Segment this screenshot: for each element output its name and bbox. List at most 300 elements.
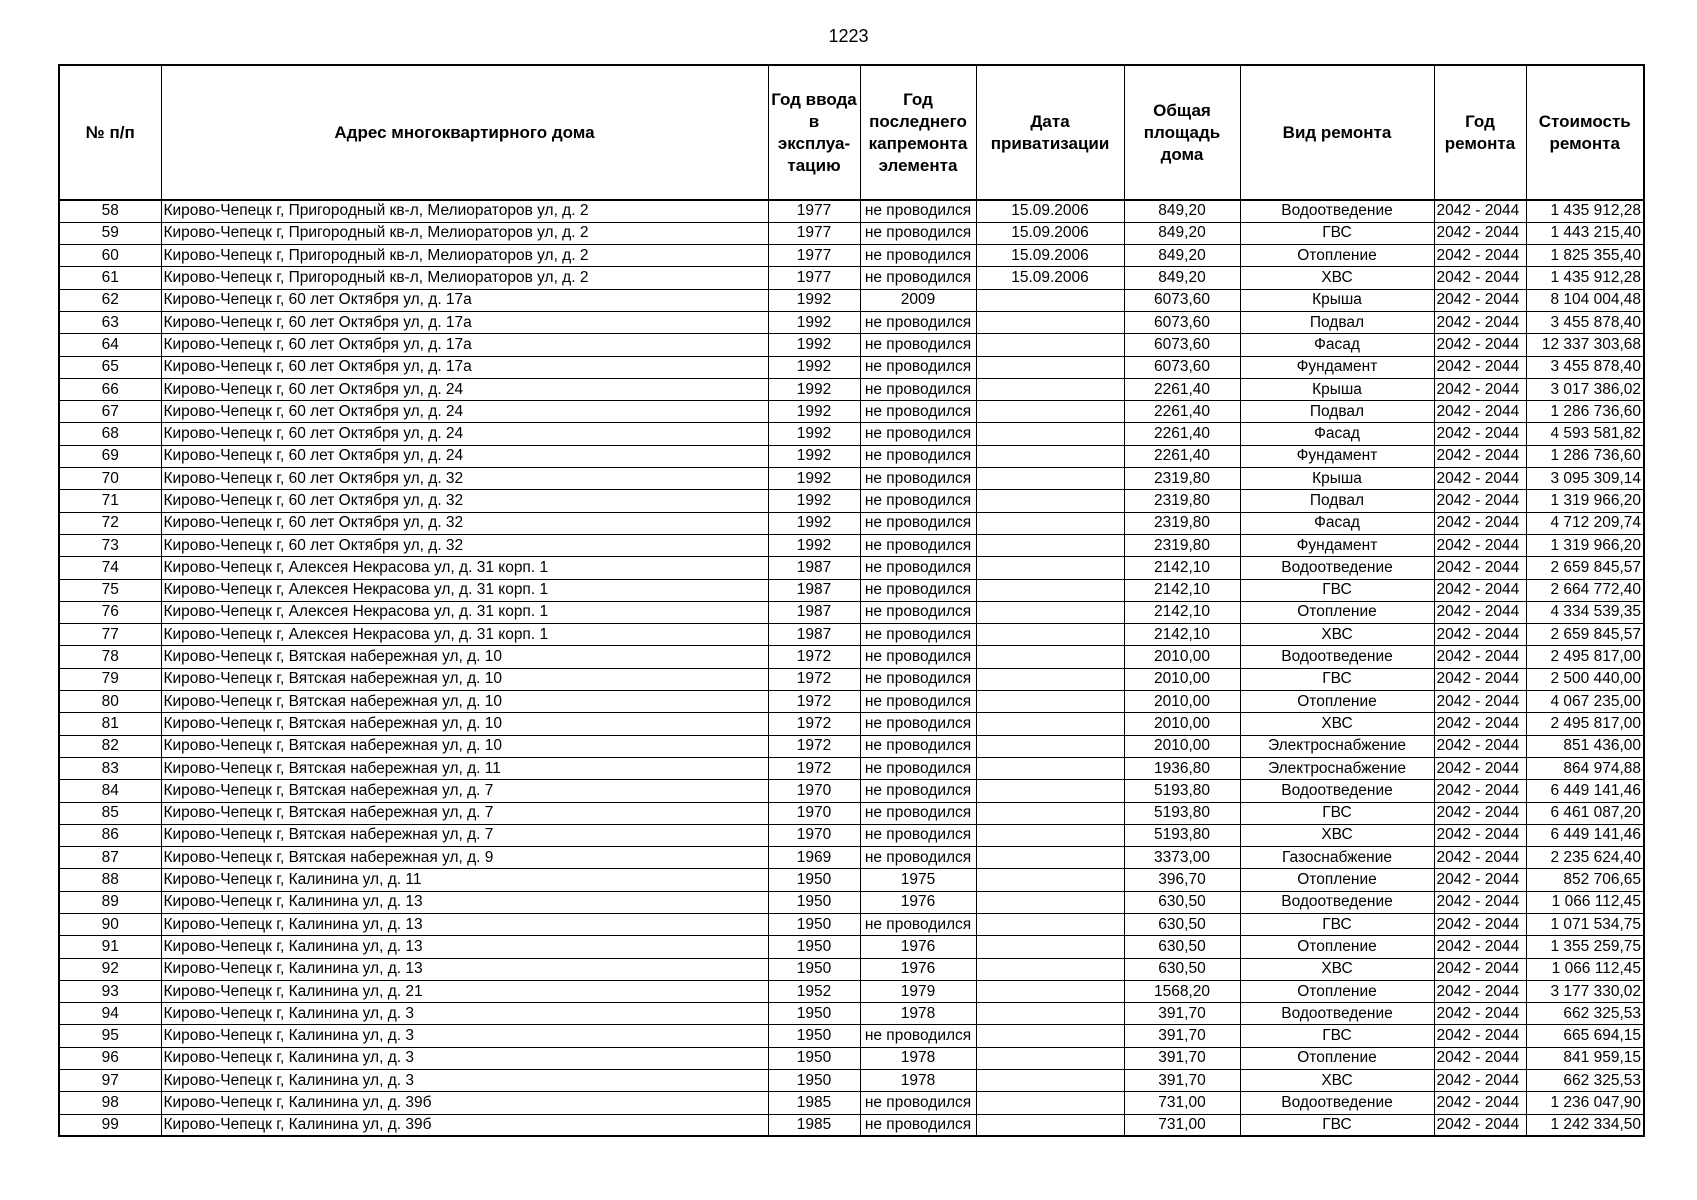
cell-last-repair: не проводился bbox=[860, 267, 976, 289]
cell-address: Кирово-Чепецк г, Вятская набережная ул, д. 10 bbox=[161, 691, 768, 713]
cell-last-repair: 1978 bbox=[860, 1070, 976, 1092]
cell-cost: 8 104 004,48 bbox=[1526, 289, 1644, 311]
cell-address: Кирово-Чепецк г, 60 лет Октября ул, д. 24 bbox=[161, 378, 768, 400]
table-row bbox=[59, 646, 1644, 668]
cell-address: Кирово-Чепецк г, Пригородный кв-л, Мелиораторов ул, д. 2 bbox=[161, 222, 768, 244]
cell-privatization bbox=[976, 624, 1124, 646]
cell-cost: 1 066 112,45 bbox=[1526, 891, 1644, 913]
cell-last-repair: не проводился bbox=[860, 780, 976, 802]
cell-year-built: 1950 bbox=[768, 1025, 860, 1047]
cell-area: 849,20 bbox=[1124, 245, 1240, 267]
cell-year-built: 1992 bbox=[768, 289, 860, 311]
cell-cost: 6 449 141,46 bbox=[1526, 824, 1644, 846]
cell-repair-type: ХВС bbox=[1240, 958, 1434, 980]
cell-last-repair: не проводился bbox=[860, 624, 976, 646]
cell-repair-year: 2042 - 2044 bbox=[1434, 757, 1526, 779]
cell-num: 88 bbox=[59, 869, 161, 891]
cell-address: Кирово-Чепецк г, 60 лет Октября ул, д. 24 bbox=[161, 445, 768, 467]
cell-area: 5193,80 bbox=[1124, 824, 1240, 846]
cell-repair-year: 2042 - 2044 bbox=[1434, 847, 1526, 869]
cell-year-built: 1950 bbox=[768, 1070, 860, 1092]
cell-year-built: 1992 bbox=[768, 534, 860, 556]
cell-repair-type: Водоотведение bbox=[1240, 1092, 1434, 1114]
cell-last-repair: 1976 bbox=[860, 936, 976, 958]
cell-area: 2142,10 bbox=[1124, 624, 1240, 646]
cell-privatization bbox=[976, 757, 1124, 779]
cell-num: 99 bbox=[59, 1114, 161, 1136]
cell-privatization bbox=[976, 869, 1124, 891]
cell-cost: 3 177 330,02 bbox=[1526, 980, 1644, 1002]
cell-last-repair: не проводился bbox=[860, 691, 976, 713]
cell-address: Кирово-Чепецк г, Калинина ул, д. 3 bbox=[161, 1070, 768, 1092]
table-row bbox=[59, 423, 1644, 445]
cell-repair-year: 2042 - 2044 bbox=[1434, 378, 1526, 400]
cell-address: Кирово-Чепецк г, Вятская набережная ул, д. 9 bbox=[161, 847, 768, 869]
cell-repair-year: 2042 - 2044 bbox=[1434, 512, 1526, 534]
cell-area: 6073,60 bbox=[1124, 311, 1240, 333]
cell-repair-type: ХВС bbox=[1240, 267, 1434, 289]
cell-year-built: 1992 bbox=[768, 490, 860, 512]
cell-num: 81 bbox=[59, 713, 161, 735]
cell-privatization bbox=[976, 668, 1124, 690]
cell-repair-year: 2042 - 2044 bbox=[1434, 200, 1526, 222]
cell-num: 97 bbox=[59, 1070, 161, 1092]
cell-repair-type: ХВС bbox=[1240, 824, 1434, 846]
cell-repair-year: 2042 - 2044 bbox=[1434, 245, 1526, 267]
cell-last-repair: не проводился bbox=[860, 668, 976, 690]
table-row bbox=[59, 534, 1644, 556]
cell-address: Кирово-Чепецк г, 60 лет Октября ул, д. 17а bbox=[161, 311, 768, 333]
cell-year-built: 1950 bbox=[768, 891, 860, 913]
header-area: Общая площадь дома bbox=[1124, 65, 1240, 200]
cell-last-repair: 1975 bbox=[860, 869, 976, 891]
cell-year-built: 1987 bbox=[768, 557, 860, 579]
cell-repair-type: ХВС bbox=[1240, 624, 1434, 646]
cell-num: 79 bbox=[59, 668, 161, 690]
cell-year-built: 1992 bbox=[768, 423, 860, 445]
cell-year-built: 1969 bbox=[768, 847, 860, 869]
table-row bbox=[59, 980, 1644, 1002]
cell-repair-type: Фасад bbox=[1240, 512, 1434, 534]
cell-year-built: 1950 bbox=[768, 958, 860, 980]
cell-num: 98 bbox=[59, 1092, 161, 1114]
table-row bbox=[59, 668, 1644, 690]
cell-num: 75 bbox=[59, 579, 161, 601]
cell-num: 77 bbox=[59, 624, 161, 646]
cell-area: 6073,60 bbox=[1124, 334, 1240, 356]
cell-address: Кирово-Чепецк г, Калинина ул, д. 3 bbox=[161, 1003, 768, 1025]
cell-privatization bbox=[976, 356, 1124, 378]
header-cost: Стоимость ремонта bbox=[1526, 65, 1644, 200]
cell-privatization bbox=[976, 824, 1124, 846]
cell-num: 78 bbox=[59, 646, 161, 668]
cell-repair-type: Отопление bbox=[1240, 601, 1434, 623]
cell-repair-year: 2042 - 2044 bbox=[1434, 423, 1526, 445]
cell-cost: 12 337 303,68 bbox=[1526, 334, 1644, 356]
cell-privatization bbox=[976, 735, 1124, 757]
cell-last-repair: не проводился bbox=[860, 490, 976, 512]
cell-year-built: 1977 bbox=[768, 267, 860, 289]
cell-year-built: 1950 bbox=[768, 936, 860, 958]
cell-year-built: 1950 bbox=[768, 869, 860, 891]
cell-num: 63 bbox=[59, 311, 161, 333]
cell-last-repair: не проводился bbox=[860, 847, 976, 869]
page-number: 1223 bbox=[828, 26, 869, 46]
cell-address: Кирово-Чепецк г, 60 лет Октября ул, д. 32 bbox=[161, 534, 768, 556]
cell-cost: 1 066 112,45 bbox=[1526, 958, 1644, 980]
cell-privatization bbox=[976, 891, 1124, 913]
cell-cost: 1 286 736,60 bbox=[1526, 401, 1644, 423]
cell-last-repair: 1976 bbox=[860, 958, 976, 980]
cell-area: 2319,80 bbox=[1124, 490, 1240, 512]
cell-repair-type: ГВС bbox=[1240, 668, 1434, 690]
cell-area: 2261,40 bbox=[1124, 445, 1240, 467]
cell-cost: 1 355 259,75 bbox=[1526, 936, 1644, 958]
cell-last-repair: не проводился bbox=[860, 468, 976, 490]
cell-num: 96 bbox=[59, 1047, 161, 1069]
cell-last-repair: не проводился bbox=[860, 534, 976, 556]
cell-cost: 2 500 440,00 bbox=[1526, 668, 1644, 690]
table-row bbox=[59, 1092, 1644, 1114]
cell-num: 87 bbox=[59, 847, 161, 869]
cell-area: 6073,60 bbox=[1124, 289, 1240, 311]
cell-area: 2261,40 bbox=[1124, 423, 1240, 445]
cell-area: 5193,80 bbox=[1124, 780, 1240, 802]
cell-num: 86 bbox=[59, 824, 161, 846]
table-row bbox=[59, 735, 1644, 757]
cell-cost: 6 461 087,20 bbox=[1526, 802, 1644, 824]
cell-area: 2319,80 bbox=[1124, 534, 1240, 556]
cell-area: 1568,20 bbox=[1124, 980, 1240, 1002]
table-row bbox=[59, 1114, 1644, 1136]
cell-repair-type: Крыша bbox=[1240, 468, 1434, 490]
cell-cost: 662 325,53 bbox=[1526, 1070, 1644, 1092]
cell-last-repair: не проводился bbox=[860, 423, 976, 445]
cell-area: 2261,40 bbox=[1124, 378, 1240, 400]
cell-last-repair: не проводился bbox=[860, 735, 976, 757]
header-repair-year: Год ремонта bbox=[1434, 65, 1526, 200]
cell-address: Кирово-Чепецк г, Калинина ул, д. 11 bbox=[161, 869, 768, 891]
cell-cost: 1 435 912,28 bbox=[1526, 267, 1644, 289]
cell-last-repair: не проводился bbox=[860, 824, 976, 846]
cell-privatization bbox=[976, 445, 1124, 467]
cell-repair-type: Водоотведение bbox=[1240, 557, 1434, 579]
cell-year-built: 1972 bbox=[768, 668, 860, 690]
cell-address: Кирово-Чепецк г, 60 лет Октября ул, д. 24 bbox=[161, 401, 768, 423]
cell-num: 71 bbox=[59, 490, 161, 512]
cell-last-repair: не проводился bbox=[860, 579, 976, 601]
cell-repair-year: 2042 - 2044 bbox=[1434, 445, 1526, 467]
cell-cost: 2 659 845,57 bbox=[1526, 557, 1644, 579]
cell-repair-type: ГВС bbox=[1240, 1025, 1434, 1047]
cell-repair-type: Отопление bbox=[1240, 1047, 1434, 1069]
cell-num: 61 bbox=[59, 267, 161, 289]
cell-area: 630,50 bbox=[1124, 891, 1240, 913]
cell-last-repair: не проводился bbox=[860, 1092, 976, 1114]
table-row bbox=[59, 891, 1644, 913]
cell-address: Кирово-Чепецк г, Вятская набережная ул, д. 7 bbox=[161, 802, 768, 824]
table-row bbox=[59, 1070, 1644, 1092]
cell-last-repair: 2009 bbox=[860, 289, 976, 311]
cell-num: 76 bbox=[59, 601, 161, 623]
header-num: № п/п bbox=[59, 65, 161, 200]
cell-repair-year: 2042 - 2044 bbox=[1434, 1114, 1526, 1136]
cell-cost: 4 712 209,74 bbox=[1526, 512, 1644, 534]
cell-repair-type: ХВС bbox=[1240, 713, 1434, 735]
cell-repair-year: 2042 - 2044 bbox=[1434, 1025, 1526, 1047]
table-row bbox=[59, 958, 1644, 980]
cell-num: 84 bbox=[59, 780, 161, 802]
cell-area: 6073,60 bbox=[1124, 356, 1240, 378]
cell-year-built: 1987 bbox=[768, 579, 860, 601]
cell-repair-year: 2042 - 2044 bbox=[1434, 936, 1526, 958]
cell-area: 731,00 bbox=[1124, 1114, 1240, 1136]
table-row bbox=[59, 289, 1644, 311]
table-row bbox=[59, 468, 1644, 490]
cell-repair-type: Отопление bbox=[1240, 691, 1434, 713]
cell-last-repair: не проводился bbox=[860, 557, 976, 579]
cell-last-repair: не проводился bbox=[860, 222, 976, 244]
cell-year-built: 1992 bbox=[768, 468, 860, 490]
cell-year-built: 1950 bbox=[768, 1047, 860, 1069]
cell-repair-year: 2042 - 2044 bbox=[1434, 334, 1526, 356]
cell-cost: 2 659 845,57 bbox=[1526, 624, 1644, 646]
cell-num: 68 bbox=[59, 423, 161, 445]
cell-repair-type: Подвал bbox=[1240, 401, 1434, 423]
cell-year-built: 1972 bbox=[768, 757, 860, 779]
cell-cost: 3 455 878,40 bbox=[1526, 311, 1644, 333]
cell-repair-year: 2042 - 2044 bbox=[1434, 891, 1526, 913]
cell-repair-year: 2042 - 2044 bbox=[1434, 468, 1526, 490]
cell-privatization bbox=[976, 958, 1124, 980]
cell-year-built: 1970 bbox=[768, 802, 860, 824]
cell-area: 2142,10 bbox=[1124, 557, 1240, 579]
cell-area: 391,70 bbox=[1124, 1070, 1240, 1092]
cell-repair-year: 2042 - 2044 bbox=[1434, 490, 1526, 512]
cell-privatization bbox=[976, 1092, 1124, 1114]
table-row bbox=[59, 222, 1644, 244]
cell-privatization bbox=[976, 601, 1124, 623]
cell-repair-year: 2042 - 2044 bbox=[1434, 222, 1526, 244]
cell-address: Кирово-Чепецк г, Алексея Некрасова ул, д. 31 корп. 1 bbox=[161, 601, 768, 623]
cell-privatization bbox=[976, 1003, 1124, 1025]
cell-repair-year: 2042 - 2044 bbox=[1434, 579, 1526, 601]
cell-cost: 3 017 386,02 bbox=[1526, 378, 1644, 400]
cell-repair-type: Фасад bbox=[1240, 334, 1434, 356]
cell-privatization bbox=[976, 847, 1124, 869]
cell-address: Кирово-Чепецк г, Алексея Некрасова ул, д. 31 корп. 1 bbox=[161, 557, 768, 579]
cell-num: 73 bbox=[59, 534, 161, 556]
cell-address: Кирово-Чепецк г, Вятская набережная ул, д. 7 bbox=[161, 824, 768, 846]
table-row bbox=[59, 780, 1644, 802]
cell-cost: 4 593 581,82 bbox=[1526, 423, 1644, 445]
table-row bbox=[59, 267, 1644, 289]
cell-repair-type: Водоотведение bbox=[1240, 646, 1434, 668]
cell-address: Кирово-Чепецк г, Калинина ул, д. 13 bbox=[161, 914, 768, 936]
cell-year-built: 1992 bbox=[768, 512, 860, 534]
cell-year-built: 1992 bbox=[768, 378, 860, 400]
table-row bbox=[59, 356, 1644, 378]
cell-cost: 1 319 966,20 bbox=[1526, 534, 1644, 556]
cell-cost: 2 495 817,00 bbox=[1526, 713, 1644, 735]
cell-last-repair: не проводился bbox=[860, 311, 976, 333]
cell-repair-year: 2042 - 2044 bbox=[1434, 1070, 1526, 1092]
cell-cost: 3 455 878,40 bbox=[1526, 356, 1644, 378]
table-row bbox=[59, 713, 1644, 735]
cell-num: 64 bbox=[59, 334, 161, 356]
cell-year-built: 1992 bbox=[768, 311, 860, 333]
cell-year-built: 1992 bbox=[768, 356, 860, 378]
cell-area: 391,70 bbox=[1124, 1003, 1240, 1025]
cell-area: 630,50 bbox=[1124, 936, 1240, 958]
cell-address: Кирово-Чепецк г, Пригородный кв-л, Мелиораторов ул, д. 2 bbox=[161, 267, 768, 289]
cell-year-built: 1987 bbox=[768, 601, 860, 623]
cell-repair-year: 2042 - 2044 bbox=[1434, 1047, 1526, 1069]
cell-privatization bbox=[976, 579, 1124, 601]
cell-repair-year: 2042 - 2044 bbox=[1434, 713, 1526, 735]
table-row bbox=[59, 691, 1644, 713]
cell-address: Кирово-Чепецк г, Вятская набережная ул, д. 10 bbox=[161, 646, 768, 668]
table-row bbox=[59, 847, 1644, 869]
cell-address: Кирово-Чепецк г, 60 лет Октября ул, д. 32 bbox=[161, 512, 768, 534]
cell-cost: 6 449 141,46 bbox=[1526, 780, 1644, 802]
cell-repair-year: 2042 - 2044 bbox=[1434, 401, 1526, 423]
cell-year-built: 1952 bbox=[768, 980, 860, 1002]
cell-repair-year: 2042 - 2044 bbox=[1434, 802, 1526, 824]
cell-privatization bbox=[976, 1070, 1124, 1092]
table-body bbox=[59, 200, 1644, 1136]
header-year-built: Год ввода в эксплуа-тацию bbox=[768, 65, 860, 200]
cell-last-repair: не проводился bbox=[860, 334, 976, 356]
table-row bbox=[59, 512, 1644, 534]
cell-repair-type: Отопление bbox=[1240, 936, 1434, 958]
cell-address: Кирово-Чепецк г, 60 лет Октября ул, д. 17а bbox=[161, 334, 768, 356]
cell-repair-year: 2042 - 2044 bbox=[1434, 824, 1526, 846]
cell-address: Кирово-Чепецк г, 60 лет Октября ул, д. 32 bbox=[161, 468, 768, 490]
header-address: Адрес многоквартирного дома bbox=[161, 65, 768, 200]
cell-repair-type: Водоотведение bbox=[1240, 780, 1434, 802]
cell-repair-year: 2042 - 2044 bbox=[1434, 1003, 1526, 1025]
table-row bbox=[59, 1047, 1644, 1069]
cell-cost: 3 095 309,14 bbox=[1526, 468, 1644, 490]
cell-num: 82 bbox=[59, 735, 161, 757]
cell-cost: 665 694,15 bbox=[1526, 1025, 1644, 1047]
cell-area: 2142,10 bbox=[1124, 601, 1240, 623]
cell-privatization bbox=[976, 289, 1124, 311]
cell-repair-type: Крыша bbox=[1240, 289, 1434, 311]
cell-num: 72 bbox=[59, 512, 161, 534]
cell-cost: 2 495 817,00 bbox=[1526, 646, 1644, 668]
cell-address: Кирово-Чепецк г, Вятская набережная ул, д. 10 bbox=[161, 713, 768, 735]
cell-privatization bbox=[976, 468, 1124, 490]
cell-area: 2010,00 bbox=[1124, 735, 1240, 757]
cell-privatization bbox=[976, 423, 1124, 445]
cell-address: Кирово-Чепецк г, Калинина ул, д. 39б bbox=[161, 1092, 768, 1114]
cell-repair-type: Водоотведение bbox=[1240, 1003, 1434, 1025]
cell-num: 60 bbox=[59, 245, 161, 267]
cell-area: 2261,40 bbox=[1124, 401, 1240, 423]
cell-address: Кирово-Чепецк г, Калинина ул, д. 3 bbox=[161, 1025, 768, 1047]
cell-address: Кирово-Чепецк г, Калинина ул, д. 21 bbox=[161, 980, 768, 1002]
cell-cost: 4 067 235,00 bbox=[1526, 691, 1644, 713]
cell-repair-type: Фасад bbox=[1240, 423, 1434, 445]
table-row bbox=[59, 869, 1644, 891]
cell-repair-type: ГВС bbox=[1240, 222, 1434, 244]
cell-privatization bbox=[976, 1114, 1124, 1136]
cell-num: 65 bbox=[59, 356, 161, 378]
cell-repair-type: Водоотведение bbox=[1240, 891, 1434, 913]
cell-cost: 852 706,65 bbox=[1526, 869, 1644, 891]
cell-num: 93 bbox=[59, 980, 161, 1002]
cell-cost: 2 235 624,40 bbox=[1526, 847, 1644, 869]
table-row bbox=[59, 1025, 1644, 1047]
cell-cost: 2 664 772,40 bbox=[1526, 579, 1644, 601]
cell-last-repair: не проводился bbox=[860, 601, 976, 623]
cell-year-built: 1970 bbox=[768, 780, 860, 802]
cell-repair-type: ГВС bbox=[1240, 579, 1434, 601]
cell-repair-year: 2042 - 2044 bbox=[1434, 668, 1526, 690]
cell-num: 69 bbox=[59, 445, 161, 467]
cell-year-built: 1950 bbox=[768, 914, 860, 936]
cell-cost: 1 825 355,40 bbox=[1526, 245, 1644, 267]
cell-year-built: 1972 bbox=[768, 691, 860, 713]
table-row bbox=[59, 378, 1644, 400]
cell-last-repair: не проводился bbox=[860, 646, 976, 668]
cell-num: 83 bbox=[59, 757, 161, 779]
cell-num: 74 bbox=[59, 557, 161, 579]
cell-last-repair: не проводился bbox=[860, 200, 976, 222]
table-header bbox=[59, 65, 1644, 200]
cell-cost: 1 435 912,28 bbox=[1526, 200, 1644, 222]
cell-repair-year: 2042 - 2044 bbox=[1434, 869, 1526, 891]
cell-cost: 841 959,15 bbox=[1526, 1047, 1644, 1069]
cell-repair-year: 2042 - 2044 bbox=[1434, 557, 1526, 579]
cell-cost: 1 071 534,75 bbox=[1526, 914, 1644, 936]
cell-privatization bbox=[976, 378, 1124, 400]
cell-cost: 1 443 215,40 bbox=[1526, 222, 1644, 244]
table-row bbox=[59, 245, 1644, 267]
cell-repair-year: 2042 - 2044 bbox=[1434, 958, 1526, 980]
cell-cost: 864 974,88 bbox=[1526, 757, 1644, 779]
cell-privatization: 15.09.2006 bbox=[976, 267, 1124, 289]
table-row bbox=[59, 914, 1644, 936]
cell-area: 630,50 bbox=[1124, 914, 1240, 936]
cell-num: 94 bbox=[59, 1003, 161, 1025]
cell-repair-type: Отопление bbox=[1240, 980, 1434, 1002]
cell-address: Кирово-Чепецк г, Вятская набережная ул, д. 10 bbox=[161, 735, 768, 757]
cell-privatization bbox=[976, 311, 1124, 333]
cell-last-repair: 1979 bbox=[860, 980, 976, 1002]
cell-last-repair: не проводился bbox=[860, 445, 976, 467]
cell-privatization: 15.09.2006 bbox=[976, 200, 1124, 222]
cell-cost: 4 334 539,35 bbox=[1526, 601, 1644, 623]
cell-repair-type: Водоотведение bbox=[1240, 200, 1434, 222]
cell-address: Кирово-Чепецк г, Калинина ул, д. 39б bbox=[161, 1114, 768, 1136]
table-row bbox=[59, 445, 1644, 467]
cell-area: 2010,00 bbox=[1124, 713, 1240, 735]
cell-year-built: 1972 bbox=[768, 646, 860, 668]
cell-num: 67 bbox=[59, 401, 161, 423]
cell-address: Кирово-Чепецк г, Калинина ул, д. 13 bbox=[161, 958, 768, 980]
cell-cost: 851 436,00 bbox=[1526, 735, 1644, 757]
cell-area: 630,50 bbox=[1124, 958, 1240, 980]
cell-num: 59 bbox=[59, 222, 161, 244]
cell-repair-type: Электроснабжение bbox=[1240, 735, 1434, 757]
table-row bbox=[59, 557, 1644, 579]
cell-address: Кирово-Чепецк г, Пригородный кв-л, Мелиораторов ул, д. 2 bbox=[161, 245, 768, 267]
cell-num: 80 bbox=[59, 691, 161, 713]
table-row bbox=[59, 936, 1644, 958]
